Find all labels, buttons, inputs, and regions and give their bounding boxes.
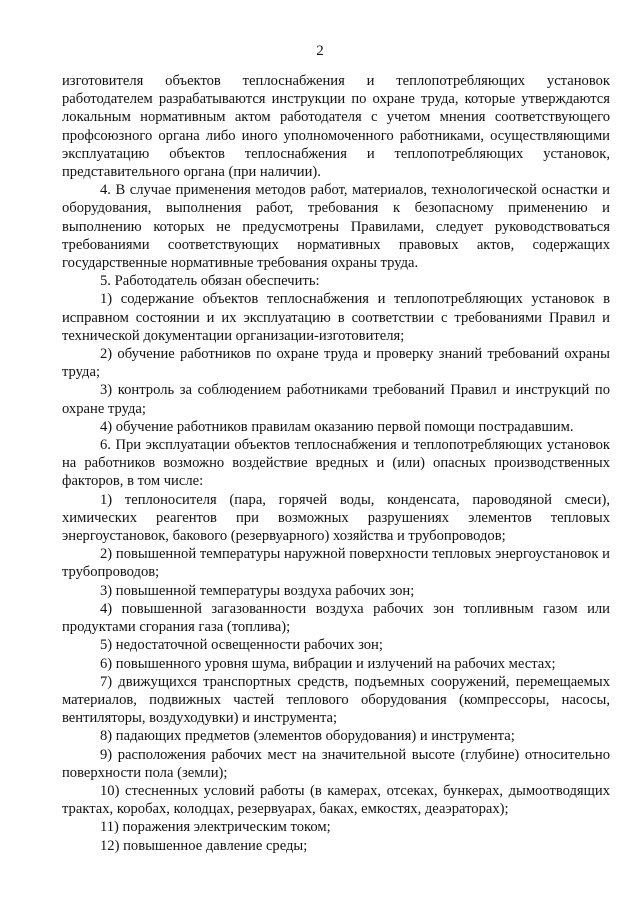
list-item: 4) обучение работников правилам оказанию первой помощи пострадавшим. (100, 418, 574, 435)
document-body (62, 72, 610, 855)
list-item: 8) падающих предметов (элементов оборудования) и инструмента; (100, 728, 515, 745)
paragraph-item-6: 6. При эксплуатации объектов теплоснабжения и теплопотребляющих установок на работников возможно воздействие вредных и (или) опасных производственных факторов, в том числе: (62, 437, 610, 490)
list-item: 1) содержание объектов теплоснабжения и теплопотребляющих установок в исправном состоянии и их эксплуатацию в соответствии с требованиями Правил и технической документации организации-изготовителя; (62, 291, 610, 344)
list-item: 3) контроль за соблюдением работниками требований Правил и инструкций по охране труда; (62, 382, 610, 417)
paragraph-continuation: изготовителя объектов теплоснабжения и теплопотребляющих установок работодателем разрабатываются инструкции по охране труда, которые утверждаются локальным нормативным актом работодателя с учетом мнения соответствующего профсоюзного органа либо иного уполномоченного работниками, осуществляющими эксплуатацию объектов теплоснабжения и теплопотребляющих установок, представительного органа (при наличии). (62, 73, 610, 181)
list-item: 6) повышенного уровня шума, вибрации и излучений на рабочих местах; (100, 655, 556, 672)
list-item: 2) повышенной температуры наружной поверхности тепловых энергоустановок и трубопроводов; (62, 546, 610, 581)
list-item: 5) недостаточной освещенности рабочих зон; (100, 637, 383, 654)
list-item: 10) стесненных условий работы (в камерах, отсеках, бункерах, дымоотводящих трактах, коробах, колодцах, резервуарах, баках, емкостях, деаэраторах); (62, 782, 610, 818)
list-item: 9) расположения рабочих мест на значительной высоте (глубине) относительно поверхности пола (земли); (62, 746, 610, 781)
paragraph-item-4: 4. В случае применения методов работ, материалов, технологической оснастки и оборудования, выполнения работ, требования к безопасному применению и выполнению которых не предусмотрены Правилами, следует руководствоваться требованиями соответствующих нормативных правовых актов, содержащих государственные нормативные требования охраны труда. (62, 182, 610, 272)
paragraph-item-5: 5. Работодатель обязан обеспечить: (100, 273, 320, 290)
page-number: 2 (316, 43, 324, 59)
list-item: 7) движущихся транспортных средств, подъемных сооружений, перемещаемых материалов, подвижных частей теплового оборудования (компрессоры, насосы, вентиляторы, воздуходувки) и инструмента; (62, 673, 610, 727)
list-item: 11) поражения электрическим током; (100, 819, 331, 836)
list-item: 1) теплоносителя (пара, горячей воды, конденсата, пароводяной смеси), химических реагентов при возможных разрушениях элементов тепловых энергоустановок, бакового (резервуарного) хозяйства и трубопроводов; (62, 491, 610, 545)
list-item: 12) повышенное давление среды; (100, 837, 308, 854)
list-item: 2) обучение работников по охране труда и проверку знаний требований охраны труда; (62, 346, 610, 381)
list-item: 3) повышенной температуры воздуха рабочих зон; (100, 582, 415, 599)
list-item: 4) повышенной загазованности воздуха рабочих зон топливным газом или продуктами сгорания газа (топлива); (62, 600, 610, 636)
